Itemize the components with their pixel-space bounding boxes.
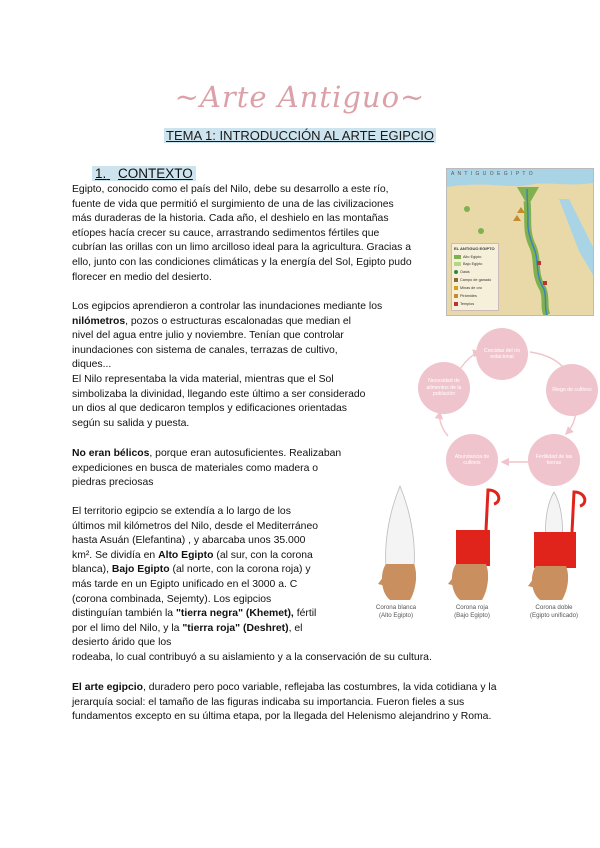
paragraph-territory: [72, 505, 362, 651]
topic-heading-text: TEMA 1: INTRODUCCIÓN AL ARTE EGIPCIO: [166, 128, 434, 143]
crown-region: (Alto Egipto): [378, 612, 414, 619]
text-line: fuente de vida que permitió el surgimiento de una de las civilizaciones: [72, 198, 394, 210]
legend-item: [454, 301, 474, 307]
crowns-figure: [350, 480, 600, 630]
text-span: , pozos o estructuras escalonadas que median el: [125, 315, 351, 327]
text-line: Egipto, conocido como el país del Nilo, debe su desarrollo a este río,: [72, 184, 389, 195]
double-crown-head: [528, 492, 585, 600]
red-crown-icon: [456, 530, 490, 566]
text-line: [72, 563, 362, 578]
paragraph-nilometers: [72, 300, 417, 431]
text-line: (corona combinada, Sejemty). Los egipcios: [72, 593, 272, 605]
text-line: [72, 549, 362, 564]
temple-marker: [537, 261, 541, 265]
text-span: , el: [288, 622, 303, 634]
text-line: expediciones en busca de materiales como madera o: [72, 462, 319, 474]
red-crown-icon: [534, 532, 576, 568]
bold-term: nilómetros: [72, 315, 126, 327]
crown-name: Corona roja: [455, 604, 489, 611]
text-line: rodeaba, lo cual contribuyó a su aislamiento y a la conservación de su cultura.: [72, 652, 432, 663]
legend-label: Oasis: [460, 270, 470, 274]
text-line: [72, 447, 372, 462]
map-legend: [451, 243, 499, 311]
topic-heading: [0, 128, 600, 143]
legend-label: Templos: [460, 302, 475, 306]
text-line: jerarquía social: el tamaño de las figuras indicaba su importancia. Fueron fieles a sus: [72, 696, 465, 708]
legend-swatch: [454, 262, 461, 266]
text-line: nivel del agua entre julio y noviembre. Tenían que controlar: [72, 330, 344, 342]
text-span: (al norte, con la corona roja) y: [169, 564, 311, 576]
text-line: florecer en medio del desierto.: [72, 271, 212, 283]
legend-label: Campo de ganado: [460, 278, 492, 282]
cycle-node: Necesidad de alimentos de la población: [418, 362, 470, 414]
text-span: (al sur, con la corona: [213, 549, 313, 561]
legend-item: [454, 261, 482, 267]
text-span: por el limo del Nilo, y la: [72, 622, 183, 634]
section-heading: [92, 166, 196, 181]
bold-term: No eran bélicos: [72, 448, 150, 459]
legend-swatch: [454, 302, 458, 306]
text-line: más duraderas de la historia. Cada año, el deshielo en las montañas: [72, 213, 389, 225]
text-line: [72, 607, 362, 622]
crown-caption: [432, 604, 512, 620]
crown-region: (Egipto unificado): [529, 612, 579, 619]
legend-label: Bajo Egipto: [463, 262, 483, 266]
text-span: distinguían también la: [72, 608, 176, 620]
crowns-drawing: [350, 480, 600, 604]
temple-marker: [543, 281, 547, 285]
text-line: Los egipcios aprendieron a controlar las inundaciones mediante los: [72, 301, 383, 312]
paragraph-not-warlike: [72, 447, 372, 491]
white-crown-icon: [386, 486, 415, 566]
nile-cycle-diagram: [418, 328, 600, 492]
paragraph-context: [72, 183, 442, 285]
bold-term: Alto Egipto: [158, 549, 214, 561]
page-title: ~Arte Antiguo~: [174, 80, 426, 114]
text-span: fértil: [293, 608, 317, 620]
legend-title: EL ANTIGUO EGIPTO: [454, 246, 495, 251]
paragraph-territory-end: [72, 651, 572, 666]
face-icon: [532, 566, 568, 600]
text-line: diques...: [72, 359, 112, 371]
text-line: [72, 681, 582, 696]
text-line: cubrían las orillas con un limo arcilloso ideal para la agricultura. Gracias a: [72, 242, 412, 254]
cycle-arrow: [440, 412, 448, 436]
section-number: 1.: [95, 166, 107, 181]
bold-term: "tierra roja" (Deshret): [182, 622, 289, 634]
text-line: inundaciones con sistema de canales, terrazas de cultivo,: [72, 344, 338, 356]
text-line: más tarde en un Egipto unificado en el 3000 a. C: [72, 578, 298, 590]
text-line: simbolizaba la divinidad, llegando este último a ser considerado: [72, 388, 366, 400]
face-icon: [452, 564, 488, 600]
bold-term: El arte egipcio: [72, 682, 144, 693]
text-line: El Nilo representaba la vida material, mientras que el Sol: [72, 373, 334, 385]
cycle-node: Riego de cultivos: [546, 364, 598, 416]
legend-item: [454, 293, 477, 299]
white-crown-head: [378, 486, 416, 600]
cycle-node: Abundancia de cultivos: [446, 434, 498, 486]
text-line: según su salida y puesta.: [72, 417, 190, 429]
legend-item: [454, 269, 470, 275]
text-line: ello, junto con las condiciones climáticas y la energía del Sol, Egipto pudo: [72, 256, 412, 268]
text-span: blanca),: [72, 564, 112, 576]
text-line: El territorio egipcio se extendía a lo largo de los: [72, 506, 291, 517]
legend-swatch: [454, 286, 458, 290]
legend-label: Pirámides: [460, 294, 477, 298]
text-line: un dios al que dedicaron templos y edificaciones orientadas: [72, 403, 347, 415]
text-line: desierto árido que los: [72, 637, 172, 649]
crown-caption: [514, 604, 594, 620]
oasis-marker: [464, 206, 470, 212]
cycle-node: Crecidas del río estacional: [476, 328, 528, 380]
crown-region: (Bajo Egipto): [454, 612, 490, 619]
crown-caption: [356, 604, 436, 620]
text-line: etíopes hacía crecer su cauce, arrastrando sedimentos fértiles que: [72, 227, 380, 239]
oasis-marker: [478, 228, 484, 234]
bold-term: "tierra negra" (Khemet),: [175, 608, 294, 620]
legend-label: Alto Egipto: [463, 255, 482, 259]
crown-name: Corona blanca: [375, 604, 417, 611]
paragraph-egyptian-art: [72, 681, 582, 725]
section-title: CONTEXTO: [118, 166, 193, 181]
crown-coil-icon: [486, 490, 499, 530]
text-line: piedras preciosas: [72, 477, 154, 489]
egypt-map-image: [446, 168, 594, 316]
legend-swatch: [454, 255, 461, 259]
face-icon: [382, 564, 416, 600]
legend-label: Minas de oro: [460, 286, 482, 290]
text-span: , duradero pero poco variable, reflejaba las costumbres, la vida cotidiana y la: [143, 682, 497, 693]
text-line: hasta Asuán (Elefantina) , y abarcaba unos 35.000: [72, 535, 306, 547]
bold-term: Bajo Egipto: [111, 564, 170, 576]
cycle-node: Fertilidad de las tierras: [528, 434, 580, 486]
map-title: A N T I G U O E G I P T O: [451, 171, 534, 177]
text-line: [72, 622, 362, 637]
crown-name: Corona doble: [535, 604, 573, 611]
text-line: últimos mil kilómetros del Nilo, desde el Mediterráneo: [72, 520, 319, 532]
legend-swatch: [454, 294, 458, 298]
legend-item: [454, 277, 491, 283]
text-span: km². Se dividía en: [72, 549, 159, 561]
crown-coil-icon: [572, 492, 585, 532]
text-line: [72, 315, 417, 330]
text-line: fundamentos excepto en su última etapa, por la llegada del Helenismo alejandrino y Roma.: [72, 711, 492, 723]
legend-swatch: [454, 270, 458, 274]
red-crown-head: [448, 490, 499, 600]
legend-item: [454, 254, 481, 260]
legend-item: [454, 285, 482, 291]
legend-swatch: [454, 278, 458, 282]
text-span: , porque eran autosuficientes. Realizaban: [149, 448, 342, 459]
